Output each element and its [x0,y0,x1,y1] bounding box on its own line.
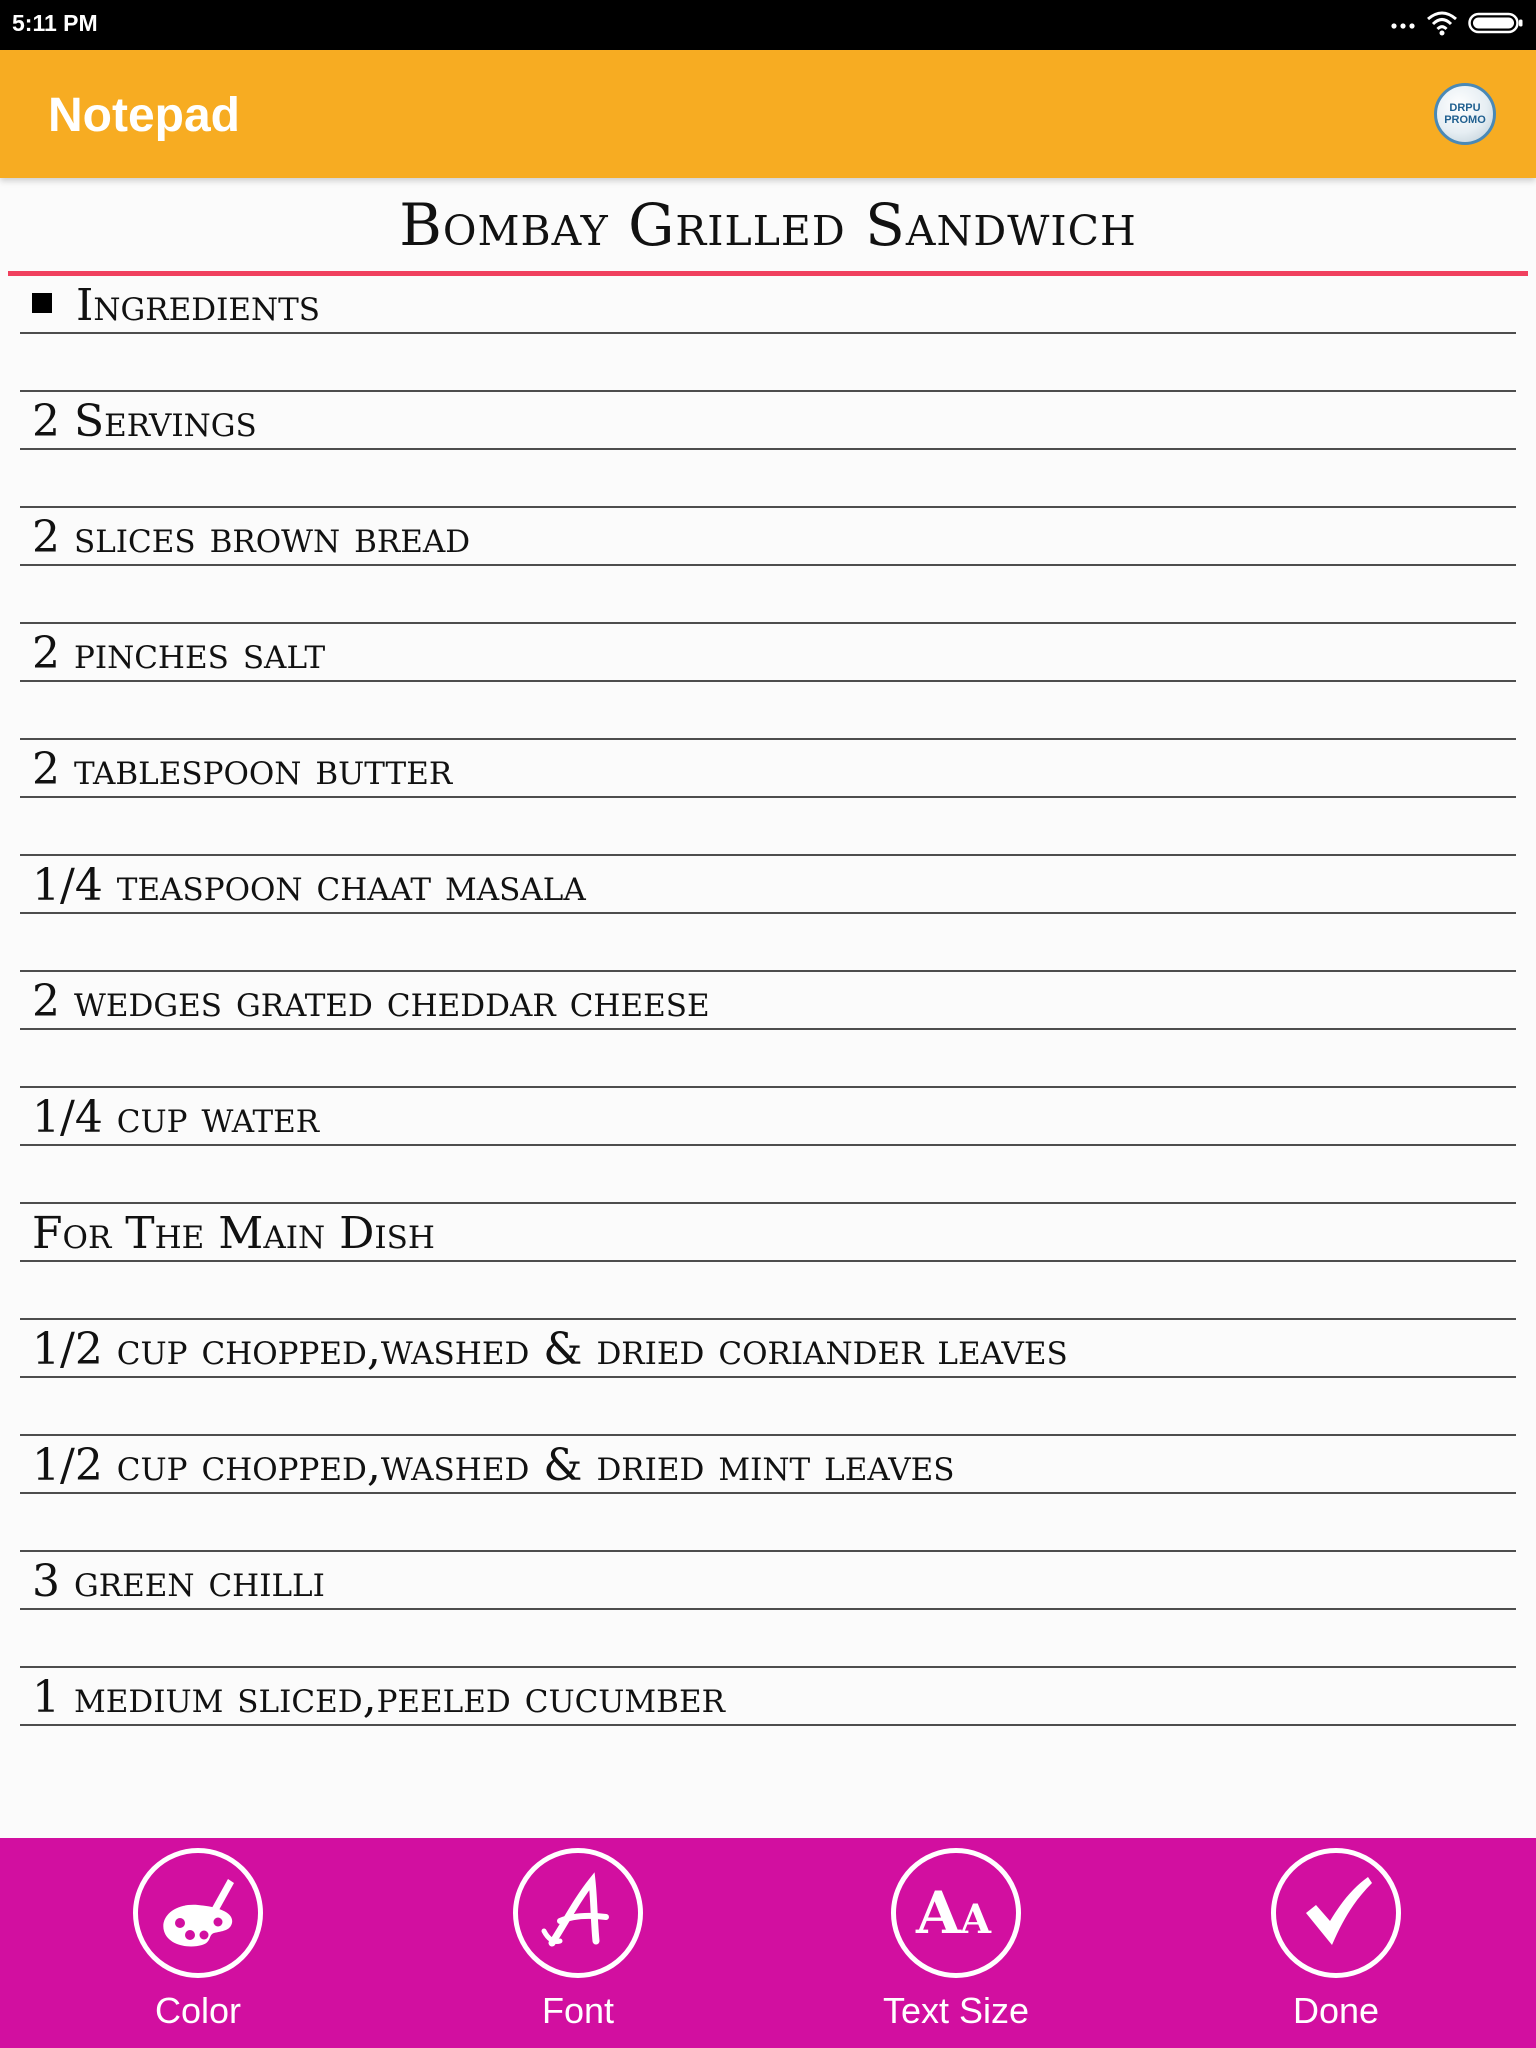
note-line[interactable] [20,392,1516,450]
note-heading-text: Ingredients [76,280,321,331]
note-line-text: 2 pinches salt [32,628,326,679]
status-icons [1390,8,1524,42]
note-line[interactable] [20,334,1516,392]
checkmark-icon [1271,1848,1401,1978]
promo-badge-line2: PROMO [1444,114,1486,126]
svg-text:A: A [960,1896,992,1943]
note-line[interactable] [20,1378,1516,1436]
note-line[interactable] [20,1088,1516,1146]
bottom-toolbar [0,1838,1536,2048]
note-line-text: 1 medium sliced,peeled cucumber [32,1672,725,1723]
note-line-text: 2 Servings [32,396,257,447]
note-line[interactable] [20,740,1516,798]
note-heading [32,279,320,333]
note-line[interactable] [20,1320,1516,1378]
note-line[interactable] [20,856,1516,914]
note-line-text: 2 tablespoon butter [32,744,453,795]
note-line-text: 2 slices brown bread [32,512,471,563]
note-line[interactable] [20,1436,1516,1494]
app-title: Notepad [48,89,240,142]
note-line[interactable] [20,1262,1516,1320]
palette-icon [133,1848,263,1978]
app-bar [0,50,1536,178]
note-line[interactable] [20,1668,1516,1726]
script-a-icon [513,1848,643,1978]
note-body[interactable] [20,276,1516,1726]
note-line[interactable] [20,914,1516,972]
more-dots-icon [1390,16,1416,34]
promo-badge[interactable] [1434,83,1496,145]
note-line-text: 1/4 cup water [32,1092,320,1143]
text-size-button[interactable] [846,1848,1066,2043]
note-line-text: 1/2 cup chopped,washed & dried coriander leaves [32,1324,1068,1375]
note-line[interactable] [20,1204,1516,1262]
note-line[interactable] [20,508,1516,566]
note-line-text: For The Main Dish [32,1208,435,1259]
svg-text:A: A [916,1879,962,1947]
note-line-text: 3 green chilli [32,1556,325,1607]
done-label: Done [1292,1990,1380,2031]
note-line[interactable] [20,1552,1516,1610]
note-title[interactable]: Bombay Grilled Sandwich [399,191,1137,259]
battery-icon [1468,12,1524,39]
font-label: Font [541,1990,615,2031]
note-line[interactable] [20,682,1516,740]
note-line[interactable] [20,1494,1516,1552]
text-size-icon [891,1848,1021,1978]
note-line-text: 1/4 teaspoon chaat masala [32,860,586,911]
status-bar [0,0,1536,50]
bullet-icon [32,293,52,313]
status-time: 5:11 PM [12,10,98,36]
note-line[interactable] [20,276,1516,334]
done-button[interactable] [1226,1848,1446,2043]
wifi-icon [1426,10,1458,41]
note-line[interactable] [20,1610,1516,1668]
note-line[interactable] [20,450,1516,508]
font-button[interactable] [468,1848,688,2043]
note-line[interactable] [20,798,1516,856]
note-line-text: 2 wedges grated cheddar cheese [32,976,710,1027]
text-size-label: Text Size [882,1990,1030,2031]
note-line[interactable] [20,1030,1516,1088]
note-line[interactable] [20,566,1516,624]
note-line[interactable] [20,972,1516,1030]
color-button[interactable] [88,1848,308,2043]
note-line[interactable] [20,1146,1516,1204]
note-line-text: 1/2 cup chopped,washed & dried mint leaves [32,1440,955,1491]
promo-badge-line1: DRPU [1449,102,1481,114]
note-line[interactable] [20,624,1516,682]
color-label: Color [154,1990,242,2031]
